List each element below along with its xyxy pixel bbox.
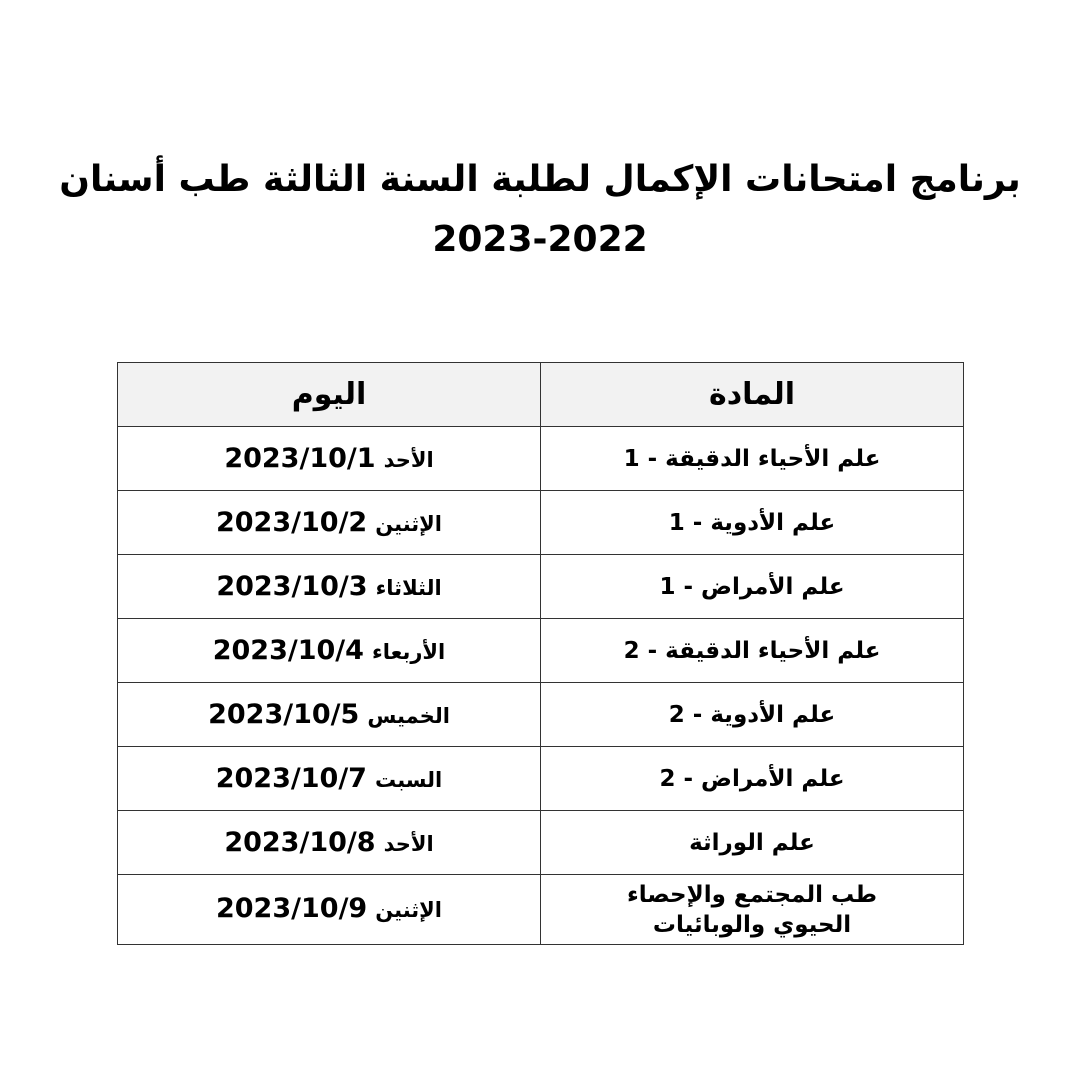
- day-cell: [118, 683, 541, 747]
- subject-cell: [541, 747, 964, 811]
- exam-date: 2023/10/9: [215, 893, 368, 924]
- day-name: الإثنين: [375, 898, 442, 922]
- day-name: الإثنين: [375, 512, 442, 536]
- subject-text: علم الأمراض - 1: [659, 573, 845, 600]
- subject-cell: [541, 811, 964, 875]
- subject-text: علم الأدوية - 1: [668, 509, 836, 536]
- table-row: [118, 811, 964, 875]
- table-row: [118, 555, 964, 619]
- day-cell: [118, 875, 541, 945]
- day-cell: [118, 491, 541, 555]
- subject-text: علم الأحياء الدقيقة - 1: [623, 445, 881, 472]
- table-header-row: [118, 363, 964, 427]
- subject-cell: [541, 427, 964, 491]
- exam-date: 2023/10/5: [208, 699, 360, 730]
- subject-text: طب المجتمع والإحصاء الحيوي والوبائيات: [626, 881, 877, 938]
- day-cell: [118, 427, 541, 491]
- table-row: [118, 619, 964, 683]
- day-cell: [118, 811, 541, 875]
- day-name: الأربعاء: [371, 640, 446, 664]
- day-name: السبت: [374, 768, 443, 792]
- subject-text: علم الوراثة: [689, 829, 815, 856]
- table-row: [118, 747, 964, 811]
- day-cell: [118, 555, 541, 619]
- table-row: [118, 683, 964, 747]
- day-name: الأحد: [383, 832, 434, 856]
- subject-cell: [541, 683, 964, 747]
- day-cell: [118, 619, 541, 683]
- exam-date: 2023/10/7: [215, 763, 367, 794]
- title-line-1: برنامج امتحانات الإكمال لطلبة السنة الثالثة طب أسنان: [59, 159, 1021, 200]
- subject-cell: [541, 491, 964, 555]
- day-name: الأحد: [383, 448, 434, 472]
- header-day: اليوم: [118, 363, 541, 427]
- subject-cell: [541, 619, 964, 683]
- table-row: [118, 491, 964, 555]
- exam-date: 2023/10/4: [212, 635, 364, 666]
- subject-cell: [541, 875, 964, 945]
- subject-text: علم الأمراض - 2: [659, 765, 845, 792]
- day-name: الخميس: [367, 704, 450, 728]
- document-title: [0, 150, 1080, 270]
- header-subject: المادة: [541, 363, 964, 427]
- table-row: [118, 875, 964, 945]
- day-name: الثلاثاء: [375, 576, 442, 600]
- table-row: [118, 427, 964, 491]
- exam-date: 2023/10/3: [216, 571, 368, 602]
- subject-text: علم الأحياء الدقيقة - 2: [623, 637, 881, 664]
- day-cell: [118, 747, 541, 811]
- title-line-2-years: 2023-2022: [432, 219, 648, 260]
- exam-schedule-table: [117, 362, 964, 945]
- exam-date: 2023/10/8: [224, 827, 376, 858]
- exam-date: 2023/10/2: [215, 507, 368, 538]
- subject-cell: [541, 555, 964, 619]
- subject-text: علم الأدوية - 2: [668, 701, 836, 728]
- exam-date: 2023/10/1: [224, 443, 376, 474]
